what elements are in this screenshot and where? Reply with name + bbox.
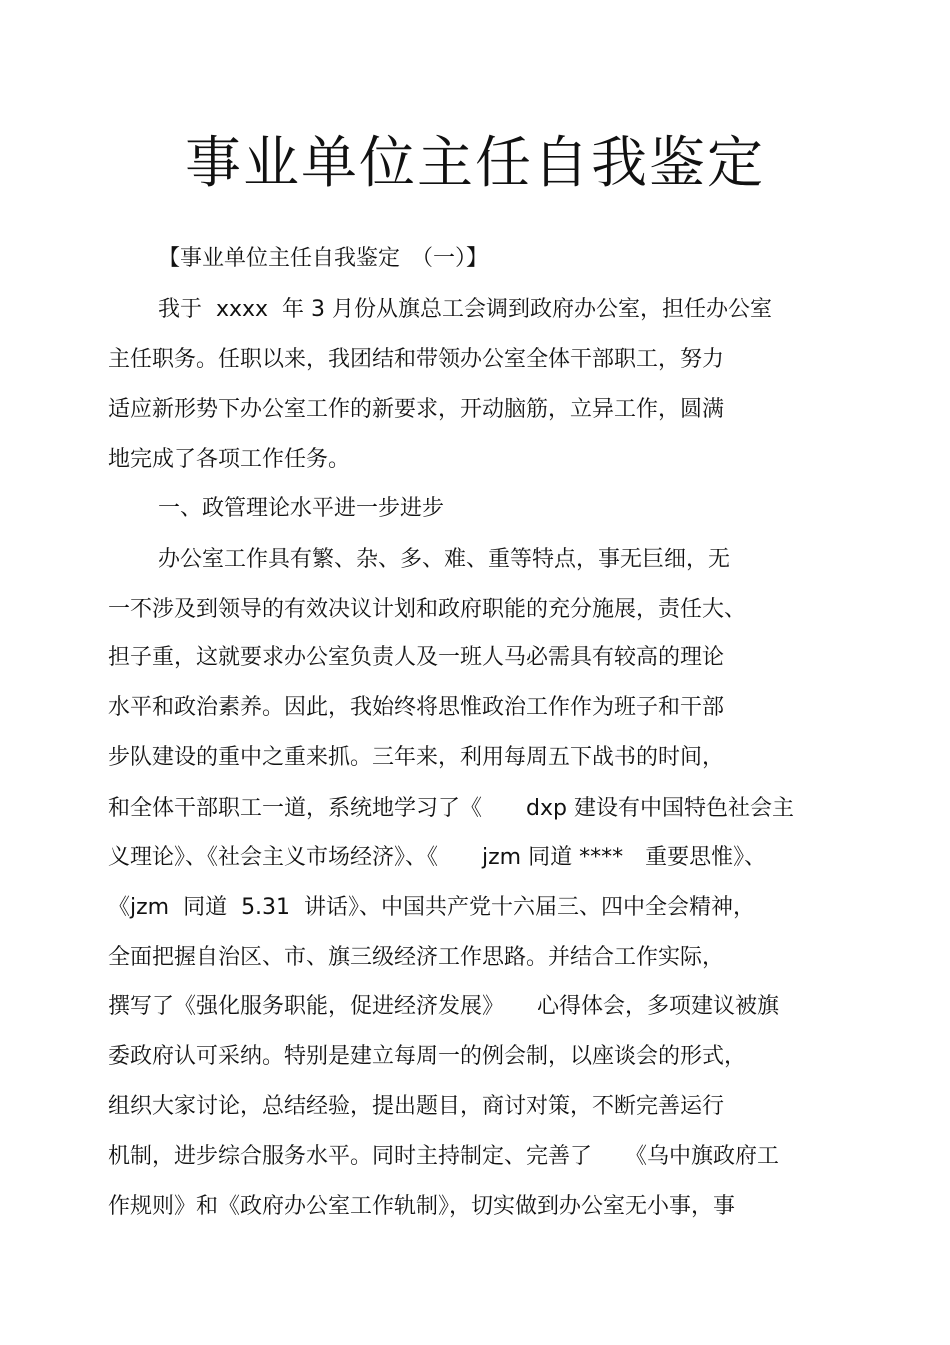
- paragraph-line: 撰写了《强化服务职能，促进经济发展》 心得体会，多项建议被旗: [108, 994, 780, 1019]
- paragraph-line: 主任职务。任职以来，我团结和带领办公室全体干部职工，努力: [108, 347, 725, 372]
- paragraph-line: 全面把握自治区、市、旗三级经济工作思路。并结合工作实际，: [108, 945, 725, 970]
- paragraph-line: 我于 xxxx 年 3 月份从旗总工会调到政府办公室，担任办公室: [158, 297, 773, 322]
- paragraph-line: 义理论》、《社会主义市场经济》、《 jzm 同道 **** 重要思惟》、: [108, 845, 767, 870]
- paragraph-line: 地完成了各项工作任务。: [108, 447, 351, 472]
- paragraph-line: 《jzm 同道 5.31 讲话》、中国共产党十六届三、四中全会精神，: [108, 895, 756, 920]
- paragraph-line: 机制，进步综合服务水平。同时主持制定、完善了 《乌中旗政府工: [108, 1144, 780, 1169]
- paragraph-line: 步队建设的重中之重来抓。三年来，利用每周五下战书的时间，: [108, 745, 725, 770]
- paragraph-line: 水平和政治素养。因此，我始终将思惟政治工作作为班子和干部: [108, 695, 725, 720]
- paragraph-line: 委政府认可采纳。特别是建立每周一的例会制，以座谈会的形式，: [108, 1044, 747, 1069]
- paragraph-line: 作规则》和《政府办公室工作轨制》，切实做到办公室无小事，事: [108, 1194, 736, 1219]
- paragraph-line: 组织大家讨论，总结经验，提出题目，商讨对策，不断完善运行: [108, 1094, 725, 1119]
- document-title: 事业单位主任自我鉴定: [185, 131, 765, 196]
- subheading: 一、政管理论水平进一步进步: [158, 496, 445, 521]
- paragraph-line: 担子重，这就要求办公室负责人及一班人马必需具有较高的理论: [108, 645, 725, 670]
- paragraph-line: 适应新形势下办公室工作的新要求，开动脑筋，立异工作，圆满: [108, 397, 725, 422]
- paragraph-line: 办公室工作具有繁、杂、多、难、重等特点，事无巨细，无: [158, 547, 731, 572]
- section-heading: 【事业单位主任自我鉴定 （一）】: [158, 246, 489, 271]
- paragraph-line: 和全体干部职工一道，系统地学习了《 dxp 建设有中国特色社会主: [108, 796, 794, 821]
- paragraph-line: 一不涉及到领导的有效决议计划和政府职能的充分施展，责任大、: [108, 597, 747, 622]
